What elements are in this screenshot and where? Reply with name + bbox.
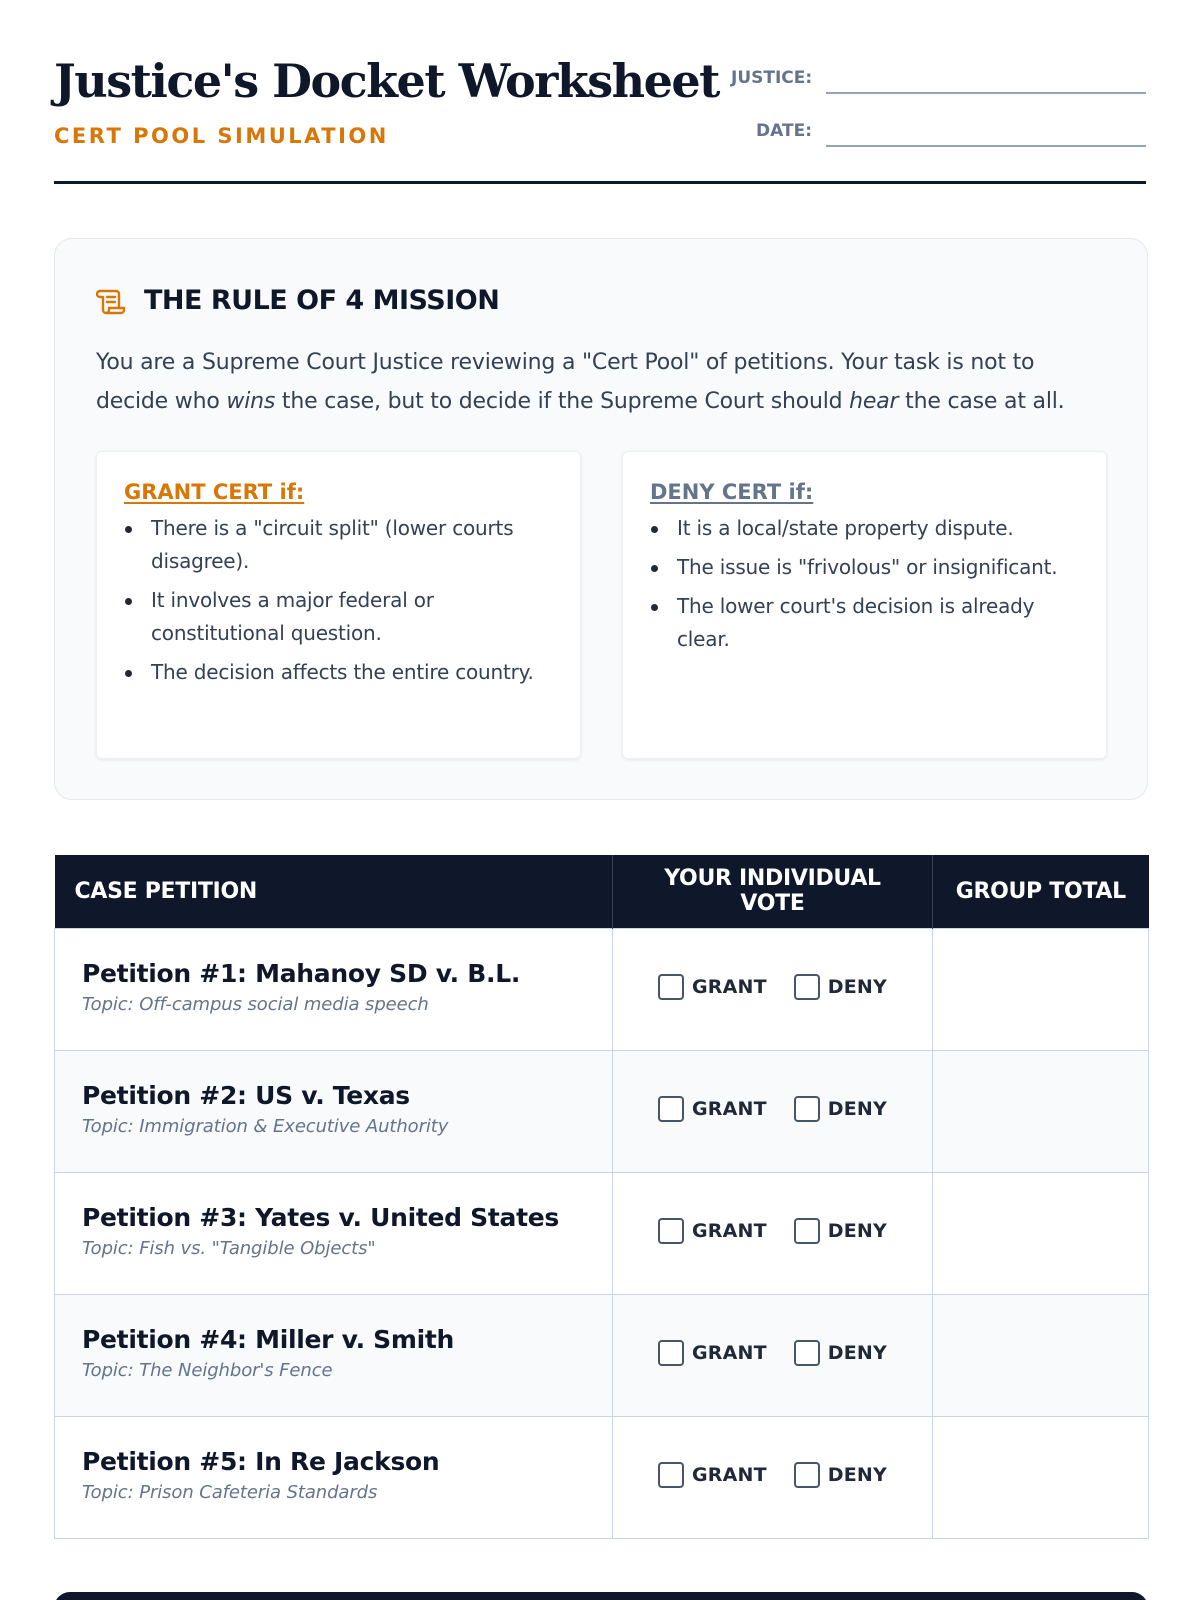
list-item: The issue is "frivolous" or insignificant. bbox=[650, 551, 1080, 584]
deny-option[interactable] bbox=[794, 1340, 887, 1366]
deny-criteria-card bbox=[622, 451, 1107, 759]
mission-emphasis-hear: hear bbox=[849, 389, 899, 414]
deny-checkbox[interactable] bbox=[794, 1096, 820, 1122]
deny-checkbox[interactable] bbox=[794, 1340, 820, 1366]
deny-label: DENY bbox=[827, 1464, 887, 1486]
mission-text-part: the case at all. bbox=[898, 389, 1065, 414]
grant-checkbox[interactable] bbox=[658, 1096, 684, 1122]
grant-option[interactable] bbox=[658, 1218, 767, 1244]
deny-option[interactable] bbox=[794, 1462, 887, 1488]
grant-option[interactable] bbox=[658, 1340, 767, 1366]
worksheet-header bbox=[54, 0, 1146, 184]
deny-checkbox[interactable] bbox=[794, 974, 820, 1000]
grant-criteria-card bbox=[96, 451, 581, 759]
deny-option[interactable] bbox=[794, 974, 887, 1000]
case-name: Petition #2: US v. Texas bbox=[82, 1081, 410, 1110]
deny-label: DENY bbox=[827, 1098, 887, 1120]
case-topic: Topic: Prison Cafeteria Standards bbox=[82, 1482, 378, 1503]
case-topic: Topic: Immigration & Executive Authority bbox=[82, 1116, 449, 1137]
list-item: The decision affects the entire country. bbox=[124, 656, 554, 689]
deny-label: DENY bbox=[827, 976, 887, 998]
date-field bbox=[731, 113, 1146, 147]
list-item: It is a local/state property dispute. bbox=[650, 512, 1080, 545]
column-header-individual-vote: YOUR INDIVIDUAL VOTE bbox=[613, 855, 933, 928]
justice-label: JUSTICE: bbox=[731, 68, 813, 88]
mission-title: THE RULE OF 4 MISSION bbox=[144, 285, 500, 316]
mission-heading bbox=[96, 285, 499, 316]
justice-field bbox=[731, 60, 1146, 94]
grant-criteria-list bbox=[124, 512, 554, 689]
vote-options bbox=[658, 1096, 887, 1122]
vote-cell bbox=[613, 1294, 933, 1416]
date-label: DATE: bbox=[756, 121, 812, 141]
grant-checkbox[interactable] bbox=[658, 1218, 684, 1244]
list-item: The lower court's decision is already clear. bbox=[650, 590, 1080, 656]
grant-checkbox[interactable] bbox=[658, 974, 684, 1000]
grant-option[interactable] bbox=[658, 1096, 767, 1122]
docket-table bbox=[54, 855, 1149, 1539]
grant-criteria-title: GRANT CERT if: bbox=[124, 480, 305, 504]
deny-option[interactable] bbox=[794, 1218, 887, 1244]
deny-label: DENY bbox=[827, 1220, 887, 1242]
group-total-cell[interactable] bbox=[933, 1294, 1149, 1416]
case-name: Petition #1: Mahanoy SD v. B.L. bbox=[82, 959, 521, 988]
deny-checkbox[interactable] bbox=[794, 1218, 820, 1244]
deny-criteria-title: DENY CERT if: bbox=[650, 480, 814, 504]
page-subtitle: CERT POOL SIMULATION bbox=[54, 124, 389, 148]
grant-label: GRANT bbox=[691, 1464, 767, 1486]
grant-label: GRANT bbox=[691, 1220, 767, 1242]
table-header-row bbox=[55, 855, 1149, 928]
case-name: Petition #3: Yates v. United States bbox=[82, 1203, 559, 1232]
case-name: Petition #4: Miller v. Smith bbox=[82, 1325, 455, 1354]
grant-option[interactable] bbox=[658, 974, 767, 1000]
page-title: Justice's Docket Worksheet bbox=[54, 54, 719, 108]
group-total-cell[interactable] bbox=[933, 928, 1149, 1050]
case-cell bbox=[55, 928, 613, 1050]
table-row bbox=[55, 1050, 1149, 1172]
deny-criteria-list bbox=[650, 512, 1080, 656]
footer-bar bbox=[54, 1592, 1148, 1600]
column-header-group-total: GROUP TOTAL bbox=[933, 855, 1149, 928]
case-topic: Topic: The Neighbor's Fence bbox=[82, 1360, 333, 1381]
mission-emphasis-wins: wins bbox=[226, 389, 276, 414]
vote-cell bbox=[613, 1172, 933, 1294]
grant-label: GRANT bbox=[691, 976, 767, 998]
vote-cell bbox=[613, 1050, 933, 1172]
table-row bbox=[55, 1172, 1149, 1294]
mission-box bbox=[54, 238, 1148, 800]
vote-cell bbox=[613, 1416, 933, 1538]
scroll-icon bbox=[96, 286, 126, 316]
table-row bbox=[55, 928, 1149, 1050]
group-total-cell[interactable] bbox=[933, 1416, 1149, 1538]
case-cell bbox=[55, 1416, 613, 1538]
grant-label: GRANT bbox=[691, 1342, 767, 1364]
mission-text-part: You are a Supreme Court Justice reviewing a "Cert Pool" of petitions. Your task is not to decide who bbox=[96, 350, 1035, 414]
column-header-case-petition: CASE PETITION bbox=[55, 855, 613, 928]
deny-label: DENY bbox=[827, 1342, 887, 1364]
date-input-line[interactable] bbox=[826, 113, 1146, 147]
list-item: There is a "circuit split" (lower courts disagree). bbox=[124, 512, 554, 578]
list-item: It involves a major federal or constitutional question. bbox=[124, 584, 554, 650]
case-cell bbox=[55, 1172, 613, 1294]
grant-checkbox[interactable] bbox=[658, 1340, 684, 1366]
group-total-cell[interactable] bbox=[933, 1172, 1149, 1294]
vote-options bbox=[658, 1340, 887, 1366]
table-row bbox=[55, 1294, 1149, 1416]
grant-checkbox[interactable] bbox=[658, 1462, 684, 1488]
vote-options bbox=[658, 1218, 887, 1244]
deny-checkbox[interactable] bbox=[794, 1462, 820, 1488]
grant-label: GRANT bbox=[691, 1098, 767, 1120]
mission-text-part: the case, but to decide if the Supreme Court should bbox=[275, 389, 850, 414]
mission-description bbox=[96, 343, 1106, 421]
table-row bbox=[55, 1416, 1149, 1538]
case-topic: Topic: Off-campus social media speech bbox=[82, 994, 429, 1015]
case-name: Petition #5: In Re Jackson bbox=[82, 1447, 440, 1476]
vote-options bbox=[658, 1462, 887, 1488]
deny-option[interactable] bbox=[794, 1096, 887, 1122]
group-total-cell[interactable] bbox=[933, 1050, 1149, 1172]
case-cell bbox=[55, 1050, 613, 1172]
justice-input-line[interactable] bbox=[826, 60, 1146, 94]
case-topic: Topic: Fish vs. "Tangible Objects" bbox=[82, 1238, 376, 1259]
case-cell bbox=[55, 1294, 613, 1416]
grant-option[interactable] bbox=[658, 1462, 767, 1488]
vote-options bbox=[658, 974, 887, 1000]
vote-cell bbox=[613, 928, 933, 1050]
